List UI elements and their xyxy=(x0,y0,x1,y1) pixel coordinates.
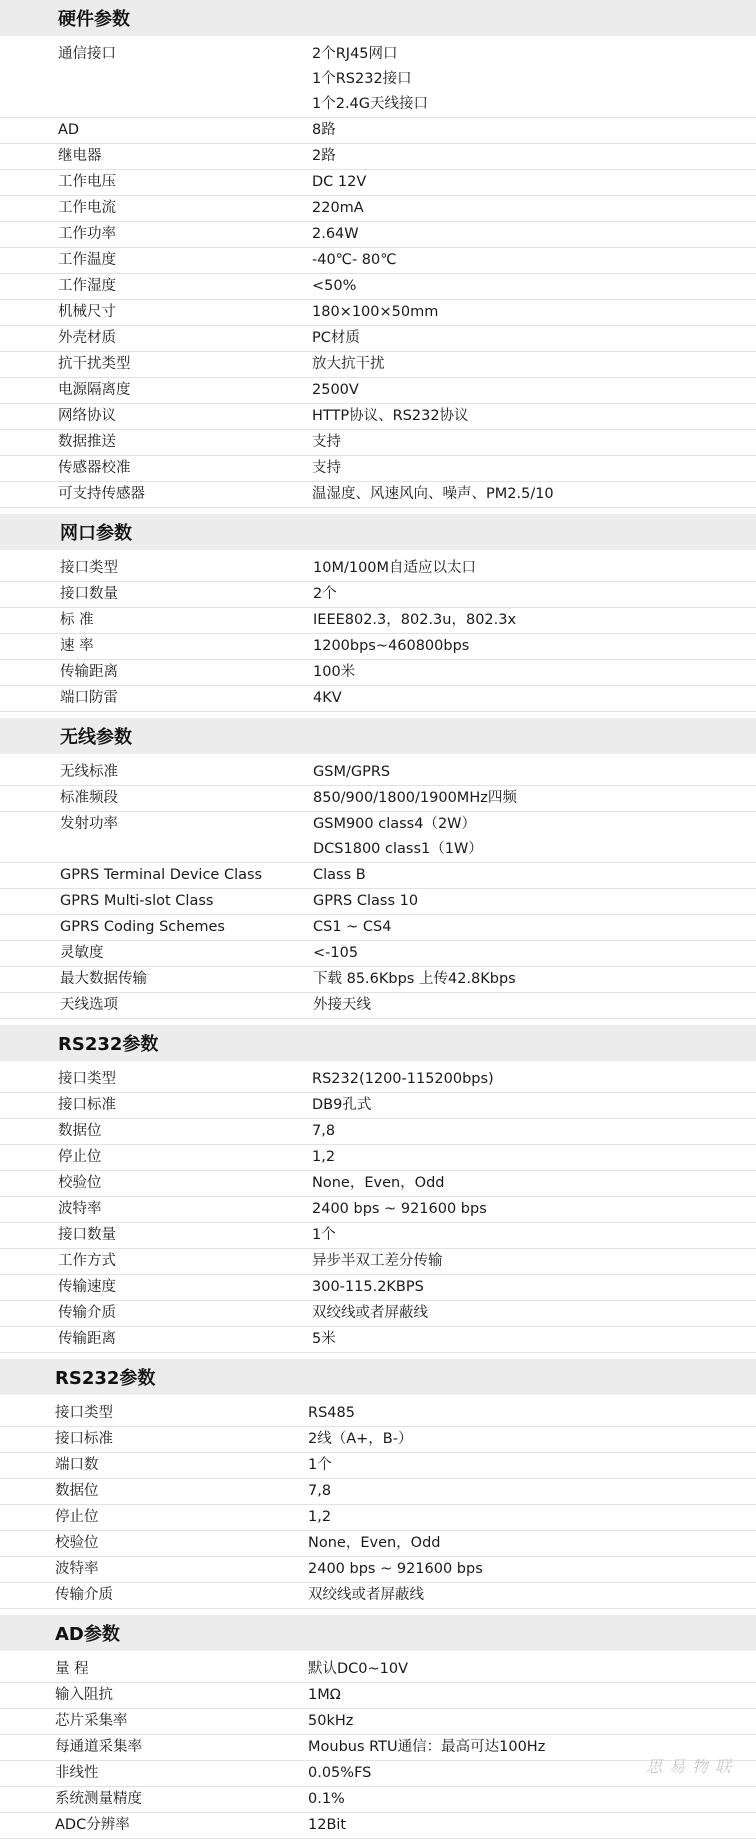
spec-label: 通信接口 xyxy=(58,46,116,62)
spec-value: 双绞线或者屏蔽线 xyxy=(312,1305,428,1321)
spec-value: None，Even，Odd xyxy=(312,1175,445,1191)
spec-values xyxy=(312,274,356,299)
spec-row xyxy=(0,1657,756,1683)
spec-row xyxy=(0,1327,756,1353)
spec-value: 0.05%FS xyxy=(308,1765,372,1781)
spec-row xyxy=(0,1249,756,1275)
spec-label: 芯片采集率 xyxy=(55,1713,128,1729)
spec-value: 5米 xyxy=(312,1331,336,1347)
spec-label: GPRS Multi-slot Class xyxy=(60,893,214,909)
spec-values xyxy=(312,1301,428,1326)
spec-label: 每通道采集率 xyxy=(55,1739,142,1755)
spec-value: 100米 xyxy=(313,664,356,680)
spec-value: 12Bit xyxy=(308,1817,347,1833)
spec-label: 传输距离 xyxy=(60,664,118,680)
spec-value: 0.1% xyxy=(308,1791,345,1807)
spec-values xyxy=(312,222,359,247)
spec-label: 可支持传感器 xyxy=(58,486,145,502)
spec-label: GPRS Coding Schemes xyxy=(60,919,225,935)
spec-label: 机械尺寸 xyxy=(58,304,116,320)
spec-row xyxy=(0,556,756,582)
spec-row xyxy=(0,1275,756,1301)
spec-label: 端口防雷 xyxy=(60,690,118,706)
spec-value: 850/900/1800/1900MHz四频 xyxy=(313,790,517,806)
spec-label: 端口数 xyxy=(55,1457,99,1473)
spec-value: 1,2 xyxy=(312,1149,336,1165)
spec-values xyxy=(308,1735,545,1760)
spec-value: 7,8 xyxy=(308,1483,332,1499)
spec-value: Moubus RTU通信：最高可达100Hz xyxy=(308,1739,546,1755)
spec-value: <50% xyxy=(312,278,357,294)
spec-label: 校验位 xyxy=(58,1175,102,1191)
spec-section xyxy=(0,1359,756,1615)
spec-label: 波特率 xyxy=(55,1561,99,1577)
spec-values xyxy=(313,967,516,992)
spec-values xyxy=(312,1093,371,1118)
spec-value: 外接天线 xyxy=(313,997,371,1013)
spec-label: 传输介质 xyxy=(58,1305,116,1321)
spec-row xyxy=(0,608,756,634)
spec-row xyxy=(0,915,756,941)
spec-row xyxy=(0,1427,756,1453)
spec-value: 放大抗干扰 xyxy=(312,356,385,372)
spec-row xyxy=(0,889,756,915)
spec-values xyxy=(312,1223,336,1248)
spec-row xyxy=(0,1479,756,1505)
spec-value: 支持 xyxy=(312,434,341,450)
spec-values xyxy=(312,1119,335,1144)
section-title: AD参数 xyxy=(0,1615,756,1651)
spec-values xyxy=(312,378,359,403)
spec-value: 异步半双工差分传输 xyxy=(312,1253,443,1269)
spec-values xyxy=(313,993,371,1018)
spec-value: 8路 xyxy=(312,122,336,138)
spec-value: IEEE802.3，802.3u，802.3x xyxy=(313,612,517,628)
spec-row xyxy=(0,1761,756,1787)
spec-values xyxy=(313,608,516,633)
spec-value: 1200bps~460800bps xyxy=(313,638,470,654)
spec-values xyxy=(312,482,554,507)
spec-label: 传输距离 xyxy=(58,1331,116,1347)
spec-label: ADC分辨率 xyxy=(55,1817,130,1833)
spec-label: 外壳材质 xyxy=(58,330,116,346)
spec-value: Class B xyxy=(313,867,366,883)
spec-value: 1个2.4G天线接口 xyxy=(312,96,429,112)
spec-values xyxy=(312,1145,335,1170)
section-title: RS232参数 xyxy=(0,1359,756,1395)
spec-value: 180×100×50mm xyxy=(312,304,439,320)
spec-label: 输入阻抗 xyxy=(55,1687,113,1703)
spec-row xyxy=(0,170,756,196)
spec-row xyxy=(0,248,756,274)
spec-values xyxy=(308,1761,371,1786)
spec-value: 支持 xyxy=(312,460,341,476)
spec-value: GPRS Class 10 xyxy=(313,893,419,909)
spec-values xyxy=(312,326,360,351)
spec-values xyxy=(308,1557,483,1582)
spec-label: 网络协议 xyxy=(58,408,116,424)
spec-label: 标 准 xyxy=(60,612,94,628)
spec-values xyxy=(312,170,366,195)
spec-row xyxy=(0,1505,756,1531)
spec-row xyxy=(0,144,756,170)
spec-value: -40℃- 80℃ xyxy=(312,252,397,268)
spec-label: 速 率 xyxy=(60,638,94,654)
spec-value: 温湿度、风速风向、噪声、PM2.5/10 xyxy=(312,486,554,502)
spec-row xyxy=(0,686,756,712)
spec-values xyxy=(308,1531,441,1556)
spec-value: 2个 xyxy=(313,586,337,602)
spec-label: 工作电压 xyxy=(58,174,116,190)
section-title: 网口参数 xyxy=(0,514,756,550)
watermark-logo: 思易物联 xyxy=(645,1757,738,1776)
spec-label: 最大数据传输 xyxy=(60,971,147,987)
spec-value: PC材质 xyxy=(312,330,360,346)
spec-label: 波特率 xyxy=(58,1201,102,1217)
spec-value: 2500V xyxy=(312,382,359,398)
spec-values xyxy=(312,300,438,325)
spec-label: 接口数量 xyxy=(60,586,118,602)
spec-value: 7,8 xyxy=(312,1123,336,1139)
spec-values xyxy=(312,456,341,481)
spec-row xyxy=(0,326,756,352)
spec-row xyxy=(0,1557,756,1583)
spec-values xyxy=(308,1709,353,1734)
spec-row xyxy=(0,456,756,482)
spec-value: RS232(1200-115200bps) xyxy=(312,1071,494,1087)
spec-label: 传输介质 xyxy=(55,1587,113,1603)
spec-row xyxy=(0,222,756,248)
spec-label: 工作方式 xyxy=(58,1253,116,1269)
spec-label: 接口类型 xyxy=(58,1071,116,1087)
spec-value: 1个RS232接口 xyxy=(312,71,412,87)
spec-value: 1个 xyxy=(312,1227,336,1243)
spec-row xyxy=(0,1735,756,1761)
spec-values xyxy=(313,915,391,940)
spec-value: RS485 xyxy=(308,1405,355,1421)
spec-values xyxy=(308,1787,345,1812)
spec-value: 1MΩ xyxy=(308,1687,341,1703)
spec-label: 传感器校准 xyxy=(58,460,131,476)
spec-values xyxy=(308,1453,332,1478)
spec-values xyxy=(312,42,428,117)
spec-row xyxy=(0,42,756,118)
spec-label: 灵敏度 xyxy=(60,945,104,961)
spec-section xyxy=(0,514,756,718)
spec-value: CS1 ~ CS4 xyxy=(313,919,392,935)
spec-value: DB9孔式 xyxy=(312,1097,372,1113)
spec-row xyxy=(0,482,756,508)
spec-values xyxy=(313,786,517,811)
spec-label: 标准频段 xyxy=(60,790,118,806)
spec-label: 工作电流 xyxy=(58,200,116,216)
spec-row xyxy=(0,196,756,222)
spec-row xyxy=(0,863,756,889)
spec-label: 接口类型 xyxy=(55,1405,113,1421)
spec-values xyxy=(312,118,336,143)
spec-label: 工作温度 xyxy=(58,252,116,268)
spec-label: 数据位 xyxy=(55,1483,99,1499)
spec-value: 2线（A+，B-） xyxy=(308,1431,413,1447)
spec-row xyxy=(0,760,756,786)
spec-values xyxy=(312,404,469,429)
spec-label: 数据位 xyxy=(58,1123,102,1139)
spec-label: 停止位 xyxy=(55,1509,99,1525)
spec-label: 停止位 xyxy=(58,1149,102,1165)
spec-values xyxy=(312,352,385,377)
spec-row xyxy=(0,430,756,456)
spec-value: GSM/GPRS xyxy=(313,764,391,780)
spec-row xyxy=(0,1583,756,1609)
spec-value: None，Even，Odd xyxy=(308,1535,441,1551)
spec-values xyxy=(313,863,366,888)
spec-row xyxy=(0,1531,756,1557)
spec-row xyxy=(0,274,756,300)
spec-row xyxy=(0,1453,756,1479)
spec-values xyxy=(312,248,397,273)
spec-label: GPRS Terminal Device Class xyxy=(60,867,263,883)
spec-label: 工作功率 xyxy=(58,226,116,242)
spec-label: 量 程 xyxy=(55,1661,89,1677)
spec-row xyxy=(0,118,756,144)
spec-label: 非线性 xyxy=(55,1765,99,1781)
spec-label: 天线选项 xyxy=(60,997,118,1013)
spec-row xyxy=(0,660,756,686)
spec-values xyxy=(308,1427,412,1452)
spec-values xyxy=(313,582,337,607)
spec-label: 电源隔离度 xyxy=(58,382,131,398)
spec-row xyxy=(0,941,756,967)
spec-row xyxy=(0,378,756,404)
spec-values xyxy=(312,196,364,221)
spec-value: 双绞线或者屏蔽线 xyxy=(308,1587,424,1603)
spec-value: 1个 xyxy=(308,1457,332,1473)
spec-value: 默认DC0~10V xyxy=(308,1661,409,1677)
spec-label: 数据推送 xyxy=(58,434,116,450)
spec-label: AD xyxy=(58,122,80,138)
spec-row xyxy=(0,352,756,378)
spec-value: 下载 85.6Kbps 上传42.8Kbps xyxy=(313,971,516,987)
spec-section xyxy=(0,1615,756,1839)
spec-values xyxy=(312,1327,336,1352)
spec-values xyxy=(308,1657,408,1682)
spec-value: 2400 bps ~ 921600 bps xyxy=(312,1201,487,1217)
spec-value: 4KV xyxy=(313,690,342,706)
section-title: RS232参数 xyxy=(0,1025,756,1061)
spec-value: 220mA xyxy=(312,200,364,216)
spec-values xyxy=(313,760,390,785)
spec-label: 抗干扰类型 xyxy=(58,356,131,372)
spec-label: 工作湿度 xyxy=(58,278,116,294)
spec-values xyxy=(312,1275,424,1300)
spec-section xyxy=(0,0,756,514)
spec-values xyxy=(308,1683,341,1708)
spec-values xyxy=(312,144,336,169)
spec-value: 2个RJ45网口 xyxy=(312,46,398,62)
spec-value: 2400 bps ~ 921600 bps xyxy=(308,1561,483,1577)
spec-section xyxy=(0,718,756,1025)
spec-row xyxy=(0,1787,756,1813)
spec-row xyxy=(0,967,756,993)
spec-row xyxy=(0,1067,756,1093)
spec-values xyxy=(313,889,418,914)
spec-row xyxy=(0,812,756,863)
spec-value: DCS1800 class1（1W） xyxy=(313,841,483,857)
spec-row xyxy=(0,634,756,660)
spec-values xyxy=(308,1479,331,1504)
spec-value: 50kHz xyxy=(308,1713,354,1729)
section-title: 硬件参数 xyxy=(0,0,756,36)
spec-label: 传输速度 xyxy=(58,1279,116,1295)
spec-row xyxy=(0,1119,756,1145)
spec-row xyxy=(0,1813,756,1839)
spec-row xyxy=(0,582,756,608)
spec-label: 继电器 xyxy=(58,148,102,164)
spec-value: 1,2 xyxy=(308,1509,332,1525)
spec-row xyxy=(0,1401,756,1427)
spec-value: 10M/100M自适应以太口 xyxy=(313,560,477,576)
section-title: 无线参数 xyxy=(0,718,756,754)
spec-label: 发射功率 xyxy=(60,816,118,832)
spec-values xyxy=(313,634,469,659)
spec-values xyxy=(313,941,358,966)
spec-values xyxy=(313,812,483,862)
spec-values xyxy=(308,1505,331,1530)
spec-row xyxy=(0,1301,756,1327)
spec-value: 300-115.2KBPS xyxy=(312,1279,424,1295)
spec-row xyxy=(0,300,756,326)
spec-row xyxy=(0,1709,756,1735)
spec-value: DC 12V xyxy=(312,174,367,190)
spec-row xyxy=(0,993,756,1019)
spec-section xyxy=(0,1025,756,1359)
spec-row xyxy=(0,786,756,812)
spec-label: 接口标准 xyxy=(58,1097,116,1113)
spec-values xyxy=(313,660,355,685)
spec-label: 校验位 xyxy=(55,1535,99,1551)
spec-values xyxy=(313,556,476,581)
spec-label: 系统测量精度 xyxy=(55,1791,142,1807)
spec-values xyxy=(312,1067,494,1092)
spec-row xyxy=(0,1683,756,1709)
spec-value: GSM900 class4（2W） xyxy=(313,816,477,832)
spec-values xyxy=(308,1813,346,1838)
spec-row xyxy=(0,1171,756,1197)
spec-row xyxy=(0,1093,756,1119)
spec-label: 接口数量 xyxy=(58,1227,116,1243)
spec-row xyxy=(0,404,756,430)
spec-values xyxy=(308,1401,355,1426)
spec-values xyxy=(312,430,341,455)
spec-values xyxy=(313,686,342,711)
spec-values xyxy=(312,1249,443,1274)
spec-values xyxy=(312,1197,487,1222)
spec-value: 2.64W xyxy=(312,226,359,242)
spec-values xyxy=(308,1583,424,1608)
spec-row xyxy=(0,1197,756,1223)
spec-row xyxy=(0,1145,756,1171)
spec-label: 接口类型 xyxy=(60,560,118,576)
spec-value: <-105 xyxy=(313,945,359,961)
spec-value: 2路 xyxy=(312,148,336,164)
spec-values xyxy=(312,1171,445,1196)
spec-value: HTTP协议、RS232协议 xyxy=(312,408,469,424)
spec-label: 无线标准 xyxy=(60,764,118,780)
spec-row xyxy=(0,1223,756,1249)
spec-label: 接口标准 xyxy=(55,1431,113,1447)
